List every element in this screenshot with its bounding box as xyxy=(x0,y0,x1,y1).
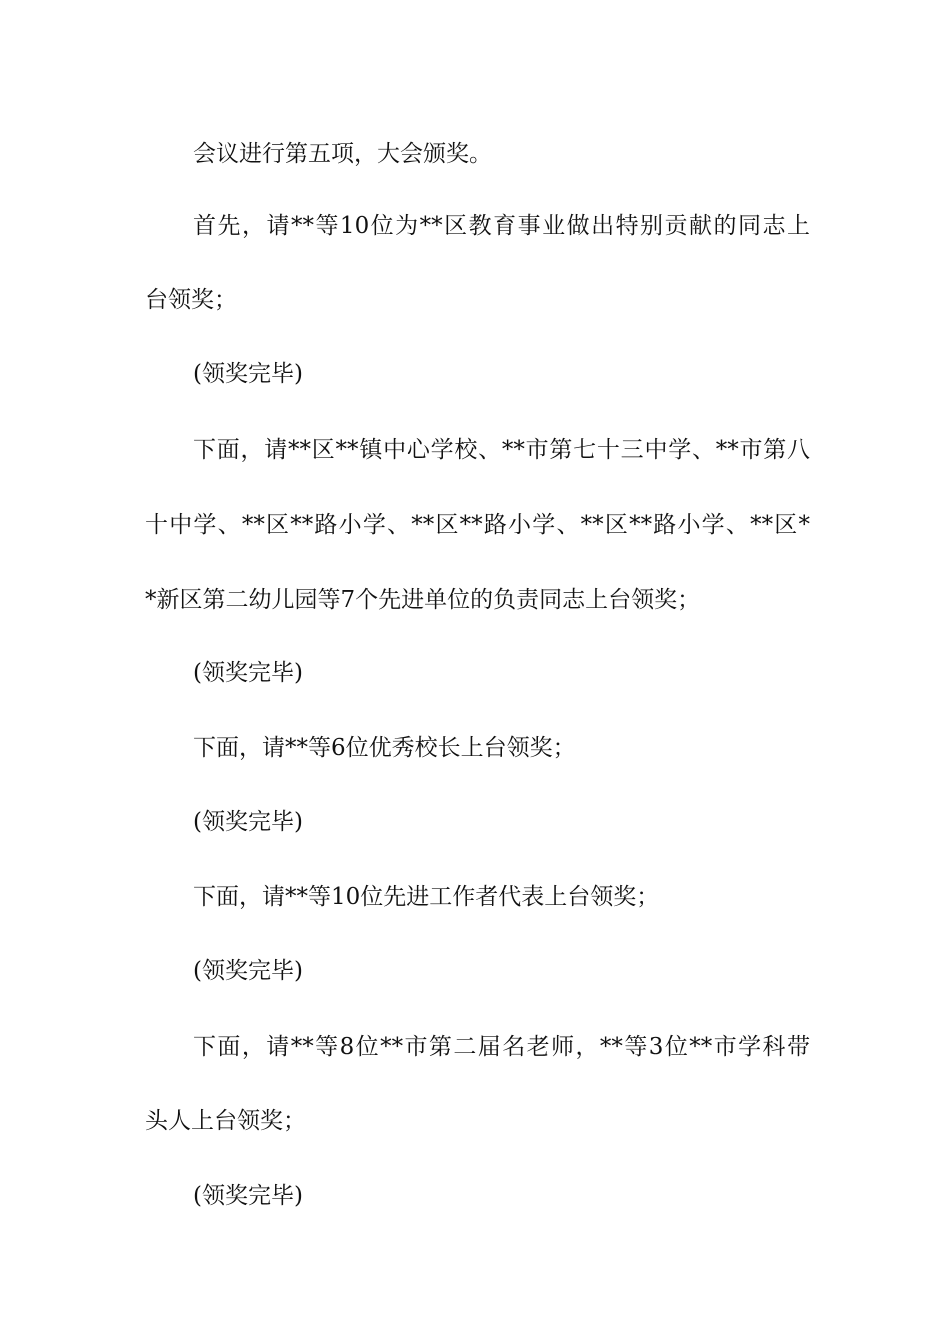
award-complete-note: (领奖完毕) xyxy=(193,361,303,387)
paragraph-workers-award: 下面，请**等10位先进工作者代表上台领奖； xyxy=(193,884,660,910)
award-complete-note: (领奖完毕) xyxy=(193,660,303,686)
paragraph-first-award-line-2: 台领奖； xyxy=(145,287,237,313)
paragraph-units-award-line-2: 十中学、**区**路小学、**区**路小学、**区**路小学、**区* xyxy=(145,512,811,538)
paragraph-teachers-award-line-1: 下面，请**等8位**市第二届名老师，**等3位**市学科带 xyxy=(193,1034,810,1060)
award-complete-note: (领奖完毕) xyxy=(193,1183,303,1209)
paragraph-award-item-five: 会议进行第五项，大会颁奖。 xyxy=(193,141,492,167)
paragraph-units-award-line-1: 下面，请**区**镇中心学校、**市第七十三中学、**市第八 xyxy=(193,437,810,463)
paragraph-teachers-award-line-2: 头人上台领奖； xyxy=(145,1108,306,1134)
paragraph-first-award-line-1: 首先，请**等10位为**区教育事业做出特别贡献的同志上 xyxy=(193,213,810,239)
paragraph-units-award-line-3: *新区第二幼儿园等7个先进单位的负责同志上台领奖； xyxy=(145,587,701,613)
award-complete-note: (领奖完毕) xyxy=(193,809,303,835)
paragraph-principals-award: 下面，请**等6位优秀校长上台领奖； xyxy=(193,735,576,761)
award-complete-note: (领奖完毕) xyxy=(193,958,303,984)
